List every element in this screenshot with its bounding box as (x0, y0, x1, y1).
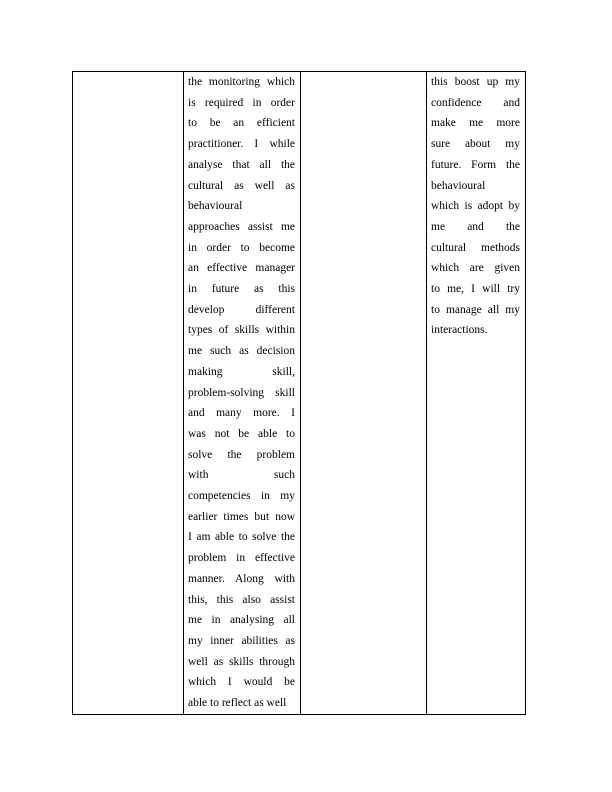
text-line: was not be able to (188, 427, 295, 440)
text-line: making skill, (188, 365, 295, 378)
text-line: manner. Along with (188, 572, 295, 585)
text-line: future. Form the (431, 158, 520, 171)
text-line: cultural methods (431, 241, 520, 254)
text-line: me in analysing all (188, 614, 295, 627)
text-line: the monitoring which (188, 76, 295, 88)
text-line: and many more. I (188, 407, 295, 420)
text-line: cultural as well as (188, 179, 295, 192)
text-line: well as skills through (188, 655, 295, 668)
text-line: to be an efficient (188, 117, 295, 130)
text-line: problem-solving skill (188, 386, 295, 399)
text-line: behavioural (431, 179, 486, 192)
text-line: problem in effective (188, 552, 295, 565)
text-line: earlier times but now (188, 510, 295, 523)
text-line: this, this also assist (188, 593, 295, 606)
text-line: in order to become (188, 241, 295, 254)
reflection-paragraph (184, 72, 300, 714)
text-line: an effective manager (188, 262, 295, 275)
text-line: types of skills within (188, 324, 295, 337)
text-line: analyse that all the (188, 158, 295, 171)
text-line: to manage all my (431, 303, 520, 316)
text-line: interactions. (431, 324, 488, 337)
text-line: able to reflect as well (188, 697, 287, 710)
text-line: confidence and (431, 96, 520, 109)
text-line: make me more (431, 117, 520, 130)
text-line: which is adopt by (431, 200, 520, 213)
text-line: with such (188, 469, 295, 482)
text-line: in future as this (188, 283, 295, 296)
text-line: approaches assist me (188, 220, 295, 233)
text-line: to me, I will try (431, 283, 520, 296)
text-line: develop different (188, 303, 295, 316)
text-line: my inner abilities as (188, 634, 295, 647)
table-row (73, 72, 526, 715)
text-line: which I would be (188, 676, 295, 689)
text-line: practitioner. I while (188, 138, 295, 151)
text-line: solve the problem (188, 448, 295, 461)
table-cell-outcome-text (427, 72, 526, 715)
table-cell-reflection-text (184, 72, 301, 715)
text-line: me such as decision (188, 345, 295, 358)
table-cell-empty-left (73, 72, 184, 715)
text-line: sure about my (431, 138, 520, 151)
text-line: I am able to solve the (188, 531, 295, 544)
text-line: is required in order (188, 96, 295, 109)
table-cell-empty-middle (301, 72, 427, 715)
content-table (72, 71, 526, 715)
text-line: competencies in my (188, 490, 295, 503)
text-line: behavioural (188, 200, 243, 213)
text-line: me and the (431, 220, 520, 233)
text-line: which are given (431, 262, 520, 275)
text-line: this boost up my (431, 76, 520, 88)
outcome-paragraph (427, 72, 525, 341)
